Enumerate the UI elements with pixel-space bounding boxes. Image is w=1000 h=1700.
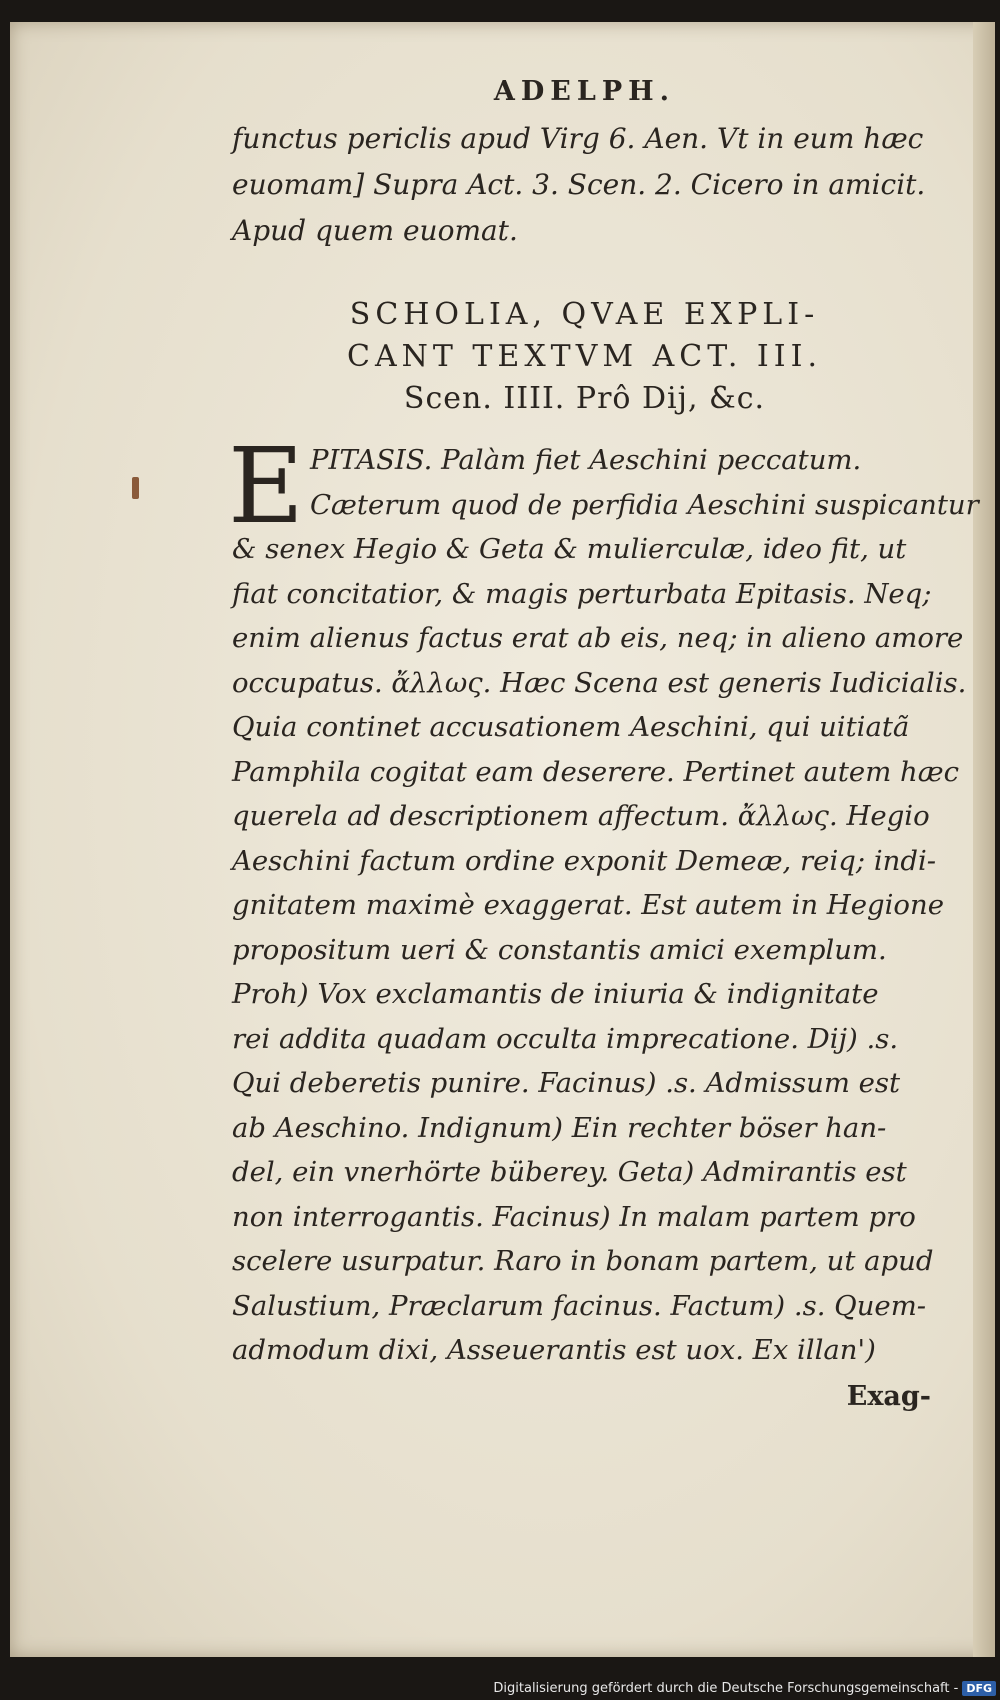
ink-mark: [132, 477, 139, 499]
body-line: scelere usurpatur. Raro in bonam partem, ut apud: [232, 1245, 934, 1277]
body-line: Salustium, Præclarum facinus. Factum) .s. Quem-: [232, 1289, 927, 1322]
intro-block: [232, 116, 937, 254]
heading-line: CANT TEXTVM ACT. III.: [347, 339, 822, 374]
body-line: Quia continet accusationem Aeschini, qui uitiatã: [232, 711, 910, 743]
page-text: [228, 72, 979, 1417]
body-line: non interrogantis. Facinus) In malam partem pro: [232, 1200, 916, 1233]
body-line: Aeschini factum ordine exponit Demeæ, reiq; indi-: [232, 844, 937, 877]
intro-line: functus periclis apud Virg 6. Aen. Vt in eum hæc: [232, 122, 924, 155]
body-line: del, ein vnerhörte büberey. Geta) Admirantis est: [232, 1156, 907, 1188]
body-line: enim alienus factus erat ab eis, neq; in alieno amore: [232, 622, 964, 654]
body-line: Cæterum quod de perfidia Aeschini suspicantur: [310, 488, 979, 521]
body-line: Qui deberetis punire. Facinus) .s. Admissum est: [232, 1067, 901, 1099]
body-line: rei addita quadam occulta imprecatione. Dij) .s.: [232, 1022, 899, 1055]
footer-text: Digitalisierung gefördert durch die Deutsche Forschungsgemeinschaft -: [493, 1681, 959, 1696]
section-heading: [232, 294, 937, 420]
body-line: occupatus. ἄλλως. Hæc Scena est generis Iudicialis.: [232, 666, 967, 699]
body-line: & senex Hegio & Geta & mulierculæ, ideo fit, ut: [232, 533, 907, 565]
body-line: propositum ueri & constantis amici exemplum.: [232, 933, 887, 966]
page-edge: [973, 22, 995, 1657]
intro-line: euomam] Supra Act. 3. Scen. 2. Cicero in amicit.: [232, 168, 926, 201]
drop-cap: E: [228, 425, 304, 547]
body-line: gnitatem maximè exaggerat. Est autem in Hegione: [232, 889, 944, 921]
body-line: admodum dixi, Asseuerantis est uox. Ex illan'): [232, 1334, 876, 1366]
body-line: PITASIS. Palàm fiet Aeschini peccatum.: [310, 444, 862, 476]
body-line: ab Aeschino. Indignum) Ein rechter böser han-: [232, 1111, 887, 1144]
body-line: fiat concitatior, & magis perturbata Epitasis. Neq;: [232, 577, 932, 610]
body-line: querela ad descriptionem affectum. ἄλλως. Hegio: [232, 800, 930, 832]
intro-line: Apud quem euomat.: [232, 214, 518, 247]
catchword: Exag-: [846, 1380, 931, 1412]
heading-line: Scen. IIII. Prô Dij, &c.: [403, 381, 766, 416]
commentary-body: [228, 425, 979, 1373]
running-head: ADELPH.: [493, 76, 676, 107]
digitization-footer: [493, 1681, 996, 1696]
heading-line: SCHOLIA, QVAE EXPLI-: [349, 297, 820, 332]
book-page: [10, 22, 995, 1657]
body-line: Proh) Vox exclamantis de iniuria & indignitate: [232, 978, 879, 1010]
dfg-logo-icon: DFG: [962, 1681, 996, 1696]
body-line: Pamphila cogitat eam deserere. Pertinet autem hæc: [232, 755, 959, 788]
